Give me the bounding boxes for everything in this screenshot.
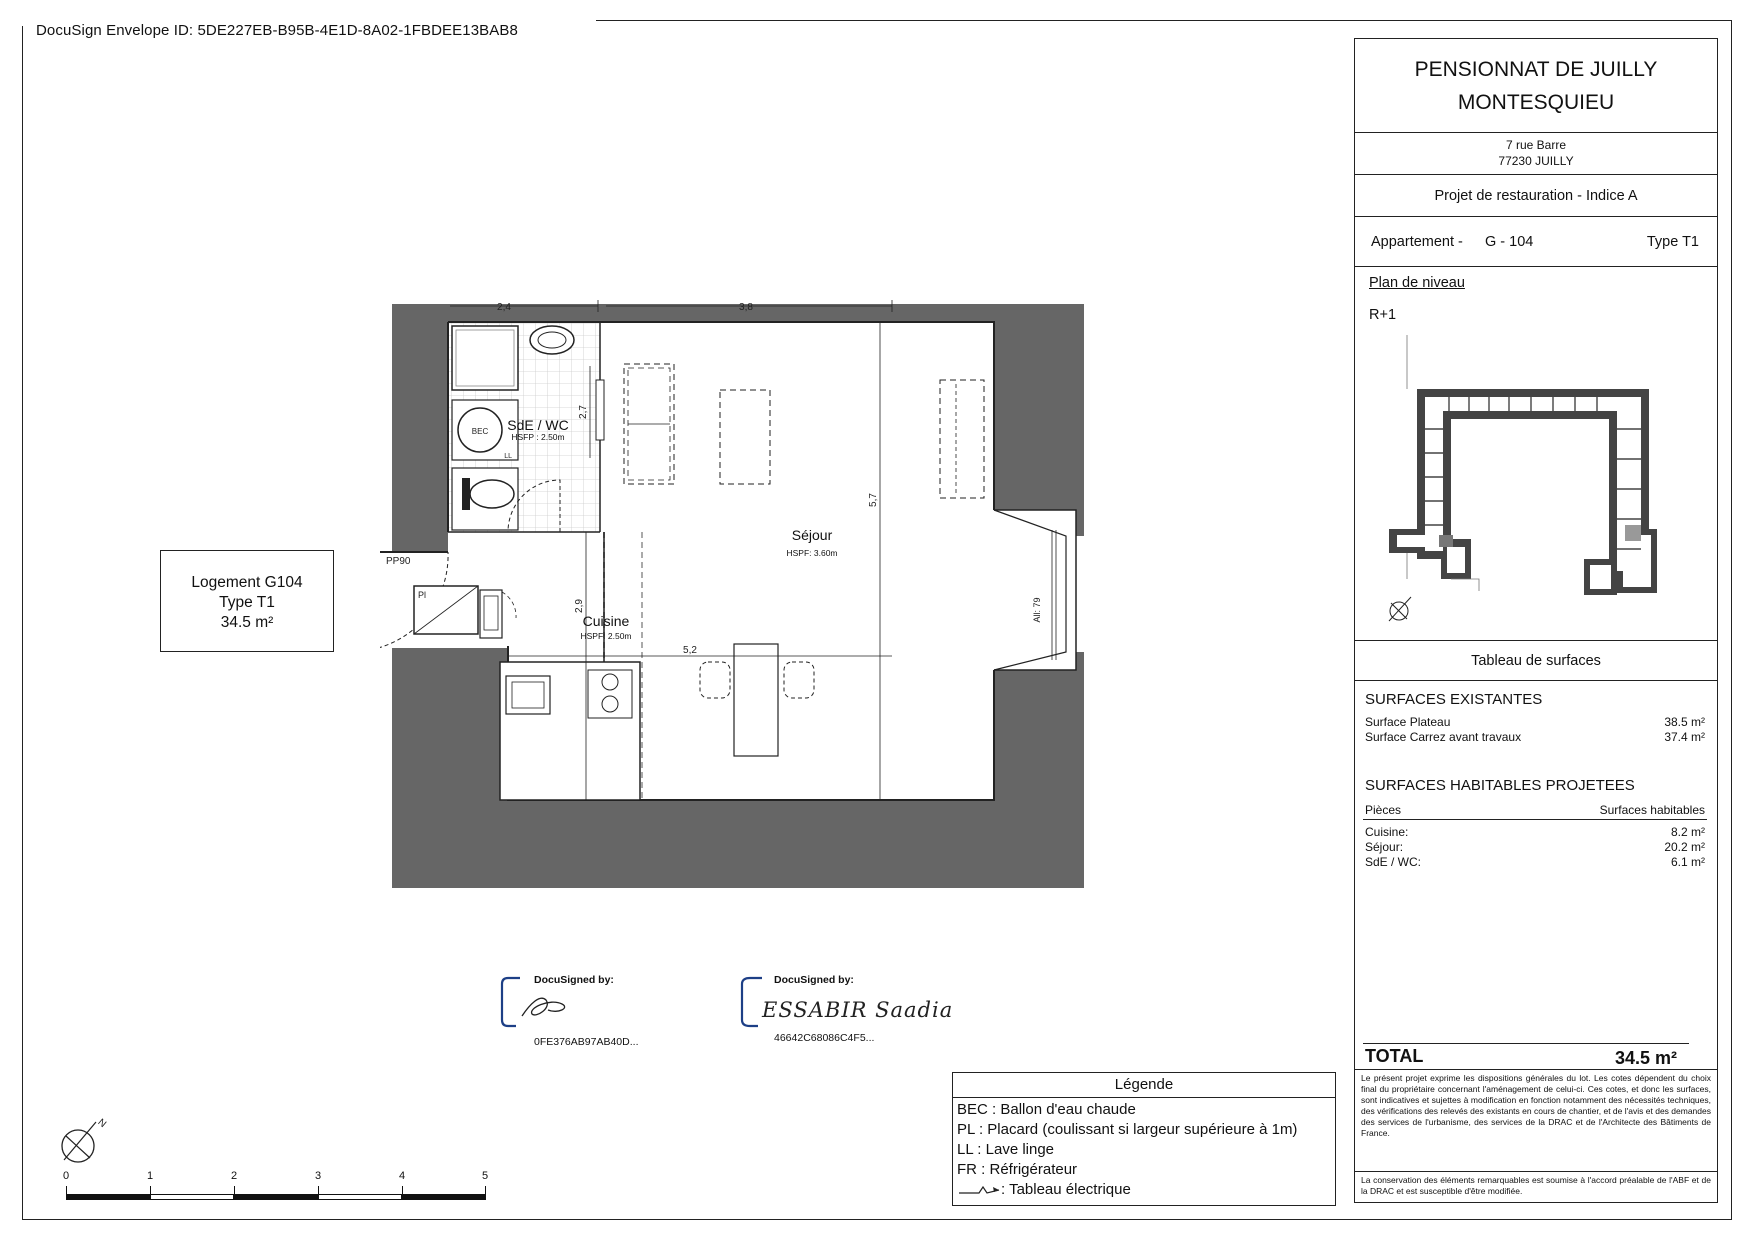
projected-sejour-label: Séjour:	[1365, 840, 1404, 854]
scale-bar	[63, 1170, 489, 1200]
project-phase: Projet de restauration - Indice A	[1434, 188, 1638, 204]
unit-name: Logement G104	[191, 574, 303, 591]
scale-tick-1: 1	[147, 1170, 154, 1182]
address-line-2: 77230 JUILLY	[1498, 154, 1574, 168]
total-label: TOTAL	[1365, 1046, 1424, 1066]
scale-tick-0: 0	[63, 1170, 70, 1182]
existing-plateau-label: Surface Plateau	[1365, 715, 1451, 729]
electrical-panel-icon	[957, 1184, 1001, 1196]
wc-tank	[462, 478, 470, 510]
door-pp90-label: PP90	[386, 556, 411, 567]
unit-type: Type T1	[219, 594, 275, 611]
svg-text:N: N	[95, 1116, 109, 1131]
project-title-1: PENSIONNAT DE JUILLY	[1414, 58, 1658, 81]
room-sejour-height: HSPF: 3.60m	[786, 548, 838, 558]
signature-2-name: ESSABIR Saadia	[762, 998, 954, 1022]
room-cuisine-name: Cuisine	[582, 613, 630, 629]
signature-1-code: 0FE376AB97AB40D...	[534, 1036, 639, 1048]
legend-item-bec: BEC : Ballon d'eau chaude	[957, 1101, 1136, 1118]
projected-sde-label: SdE / WC:	[1365, 855, 1422, 869]
signature-1-label: DocuSigned by:	[534, 974, 614, 986]
unit-box	[160, 550, 334, 652]
room-sejour-name: Séjour	[791, 527, 833, 543]
projected-title: SURFACES HABITABLES PROJETEES	[1365, 777, 1635, 794]
wall-right-slope	[992, 322, 1066, 536]
legend-item-tableau: : Tableau électrique	[1001, 1181, 1131, 1198]
level-code: R+1	[1369, 307, 1397, 323]
projected-cuisine-value: 8.2 m²	[1670, 825, 1705, 839]
ll-label: LL	[504, 453, 512, 460]
dim-3-8: 3,8	[739, 302, 753, 313]
info-panel	[1354, 38, 1718, 1203]
key-plan-highlight	[1625, 525, 1641, 541]
fridge	[480, 590, 502, 638]
legend-item-ll: LL : Lave linge	[957, 1141, 1055, 1158]
north-arrow-icon	[56, 1108, 116, 1168]
col-surfaces: Surfaces habitables	[1599, 803, 1705, 817]
window-allege-label: All: 79	[1032, 597, 1042, 623]
disclaimer-note: Le présent projet exprime les dispositions générales du lot. Les cotes dépendent du choix final du propriétaire concernant l'aménagement de celui-ci. Ces cotes, et donc les surfaces, sont indicatives et sujettes à modification en fonction notamment des nécessités techniques, des vérifications des relevés des existants en cours de chantier, et de l'avis et des demandes des services de l'urbanisme, des services de la DRAC et de l'Architecte des Bâtiments de France.	[1361, 1073, 1711, 1138]
apt-id: G - 104	[1485, 234, 1534, 250]
legend-item-fr: FR : Réfrigérateur	[957, 1161, 1078, 1178]
building-key-plan	[1369, 329, 1705, 629]
key-plan-north-icon	[1389, 597, 1411, 621]
scale-tick-5: 5	[482, 1170, 489, 1182]
scale-tick-4: 4	[399, 1170, 406, 1182]
dim-5-7: 5,7	[868, 493, 879, 507]
dim-2-9: 2,9	[574, 599, 585, 613]
floor-plan	[380, 300, 1100, 900]
apt-label: Appartement -	[1371, 234, 1463, 250]
existing-carrez-label: Surface Carrez avant travaux	[1365, 730, 1522, 744]
signature-2-code: 46642C68086C4F5...	[774, 1032, 875, 1044]
apt-type: Type T1	[1646, 234, 1699, 250]
projected-cuisine-label: Cuisine:	[1365, 825, 1409, 839]
shower	[452, 326, 518, 390]
legend-title: Légende	[953, 1073, 1335, 1098]
dim-2-4: 2,4	[497, 302, 511, 313]
signature-block-1	[500, 974, 700, 1054]
legend-box	[952, 1072, 1336, 1206]
signature-block-2	[740, 970, 960, 1050]
project-title-2: MONTESQUIEU	[1457, 91, 1615, 114]
plan-level-label: Plan de niveau	[1369, 275, 1465, 291]
room-cuisine-height: HSPF: 2.50m	[580, 631, 632, 641]
wall-right-bottom	[992, 652, 1084, 888]
wall-bottom	[392, 800, 1084, 888]
col-pieces: Pièces	[1365, 803, 1402, 817]
cooktop	[588, 670, 632, 718]
signature-2-label: DocuSigned by:	[774, 974, 854, 986]
address-line-1: 7 rue Barre	[1505, 138, 1567, 152]
dim-5-2: 5,2	[683, 645, 697, 656]
pl-label: Pl	[418, 590, 427, 600]
dim-2-7: 2,7	[578, 405, 589, 419]
floor-sejour	[602, 322, 994, 800]
scale-tick-3: 3	[315, 1170, 322, 1182]
washbasin	[530, 326, 574, 354]
total-value: 34.5 m²	[1614, 1048, 1677, 1068]
conservation-note: La conservation des éléments remarquables est soumise à l'accord préalable de l'ABF et de la DRAC et est susceptible d'être modifiée.	[1361, 1175, 1711, 1196]
legend-item-pl: PL : Placard (coulissant si largeur supérieure à 1m)	[957, 1121, 1298, 1138]
surface-table-title: Tableau de surfaces	[1471, 653, 1601, 669]
existing-title: SURFACES EXISTANTES	[1365, 691, 1543, 708]
wall-top	[392, 304, 1084, 322]
existing-plateau-value: 38.5 m²	[1664, 715, 1705, 729]
wc-bowl	[470, 480, 514, 508]
room-sde-name: SdE / WC	[507, 417, 569, 433]
scale-tick-2: 2	[231, 1170, 238, 1182]
bec-label: BEC	[471, 427, 489, 436]
room-sde-height: HSFP : 2.50m	[511, 432, 565, 442]
projected-sejour-value: 20.2 m²	[1664, 840, 1705, 854]
unit-area: 34.5 m²	[220, 614, 274, 631]
projected-sde-value: 6.1 m²	[1670, 855, 1705, 869]
envelope-id: DocuSign Envelope ID: 5DE227EB-B95B-4E1D-8A02-1FBDEE13BAB8	[36, 22, 518, 39]
existing-carrez-value: 37.4 m²	[1664, 730, 1705, 744]
wall-left-top	[392, 304, 448, 552]
